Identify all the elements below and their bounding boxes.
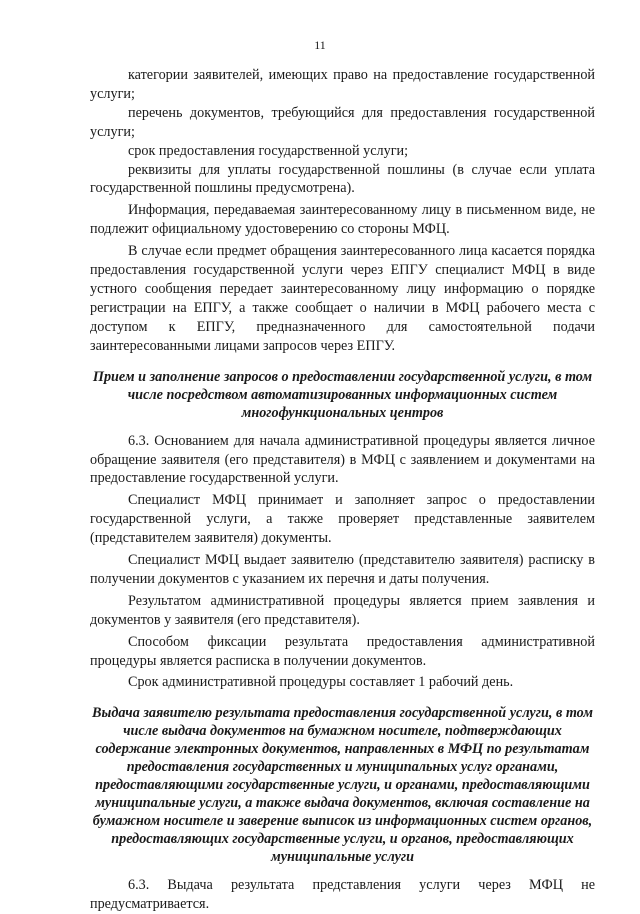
paragraph: Информация, передаваемая заинтересованному лицу в письменном виде, не подлежит официальному удостоверению со стороны МФЦ.	[90, 202, 595, 238]
document-body	[90, 66, 595, 914]
paragraph: перечень документов, требующийся для предоставления государственной услуги;	[90, 104, 595, 140]
page-number: 11	[314, 38, 326, 52]
paragraph: срок предоставления государственной услуги;	[128, 142, 409, 159]
paragraph: категории заявителей, имеющих право на предоставление государственной услуги;	[90, 67, 595, 102]
paragraph: Специалист МФЦ выдает заявителю (представителю заявителя) расписку в получении документов с указанием их перечня и даты получения.	[90, 552, 595, 587]
paragraph: В случае если предмет обращения заинтересованного лица касается порядка предоставления государственной услуги через ЕПГУ специалист МФЦ в виде устного сообщения передает заинтересованному лицу информацию о порядке регистрации на ЕПГУ, а также сообщает о наличии в МФЦ рабочего места с доступом к ЕПГУ, предназначенного для самостоятельной подачи заинтересованными лицами запросов через ЕПГУ.	[90, 243, 595, 354]
paragraph: Результатом административной процедуры является прием заявления и документов у заявителя (его представителя).	[90, 592, 595, 628]
paragraph: 6.3. Основанием для начала административной процедуры является личное обращение заявителя (его представителя) в МФЦ с заявлением и документами на предоставление государственной услуги.	[90, 432, 595, 487]
paragraph: 6.3. Выдача результата представления услуги через МФЦ не предусматривается.	[90, 877, 595, 913]
paragraph: реквизиты для уплаты государственной пошлины (в случае если уплата государственной пошлины предусмотрена).	[90, 161, 595, 197]
section-heading: Прием и заполнение запросов о предоставлении государственной услуги, в том числе посредством автоматизированных информационных систем многофункциональных центров	[92, 368, 593, 421]
section-heading: Выдача заявителю результата предоставления государственной услуги, в том числе выдача документов на бумажном носителе, подтверждающих содержание электронных документов, направленных в МФЦ по результатам предоставления государственных и муниципальных услуг органами, предоставляющими государственные услуги, и органами, предоставляющими муниципальные услуги, а также выдача документов, включая составление на бумажном носителе и заверение выписок из информационных систем органов, предоставляющих государственные услуги, и органов, предоставляющих муниципальные услуги	[92, 705, 593, 866]
paragraph: Срок административной процедуры составляет 1 рабочий день.	[128, 674, 514, 691]
paragraph: Способом фиксации результата предоставления административной процедуры является расписка в получении документов.	[90, 633, 595, 669]
paragraph: Специалист МФЦ принимает и заполняет запрос о предоставлении государственной услуги, а также проверяет представленные заявителем (представителем заявителя) документы.	[90, 492, 595, 547]
